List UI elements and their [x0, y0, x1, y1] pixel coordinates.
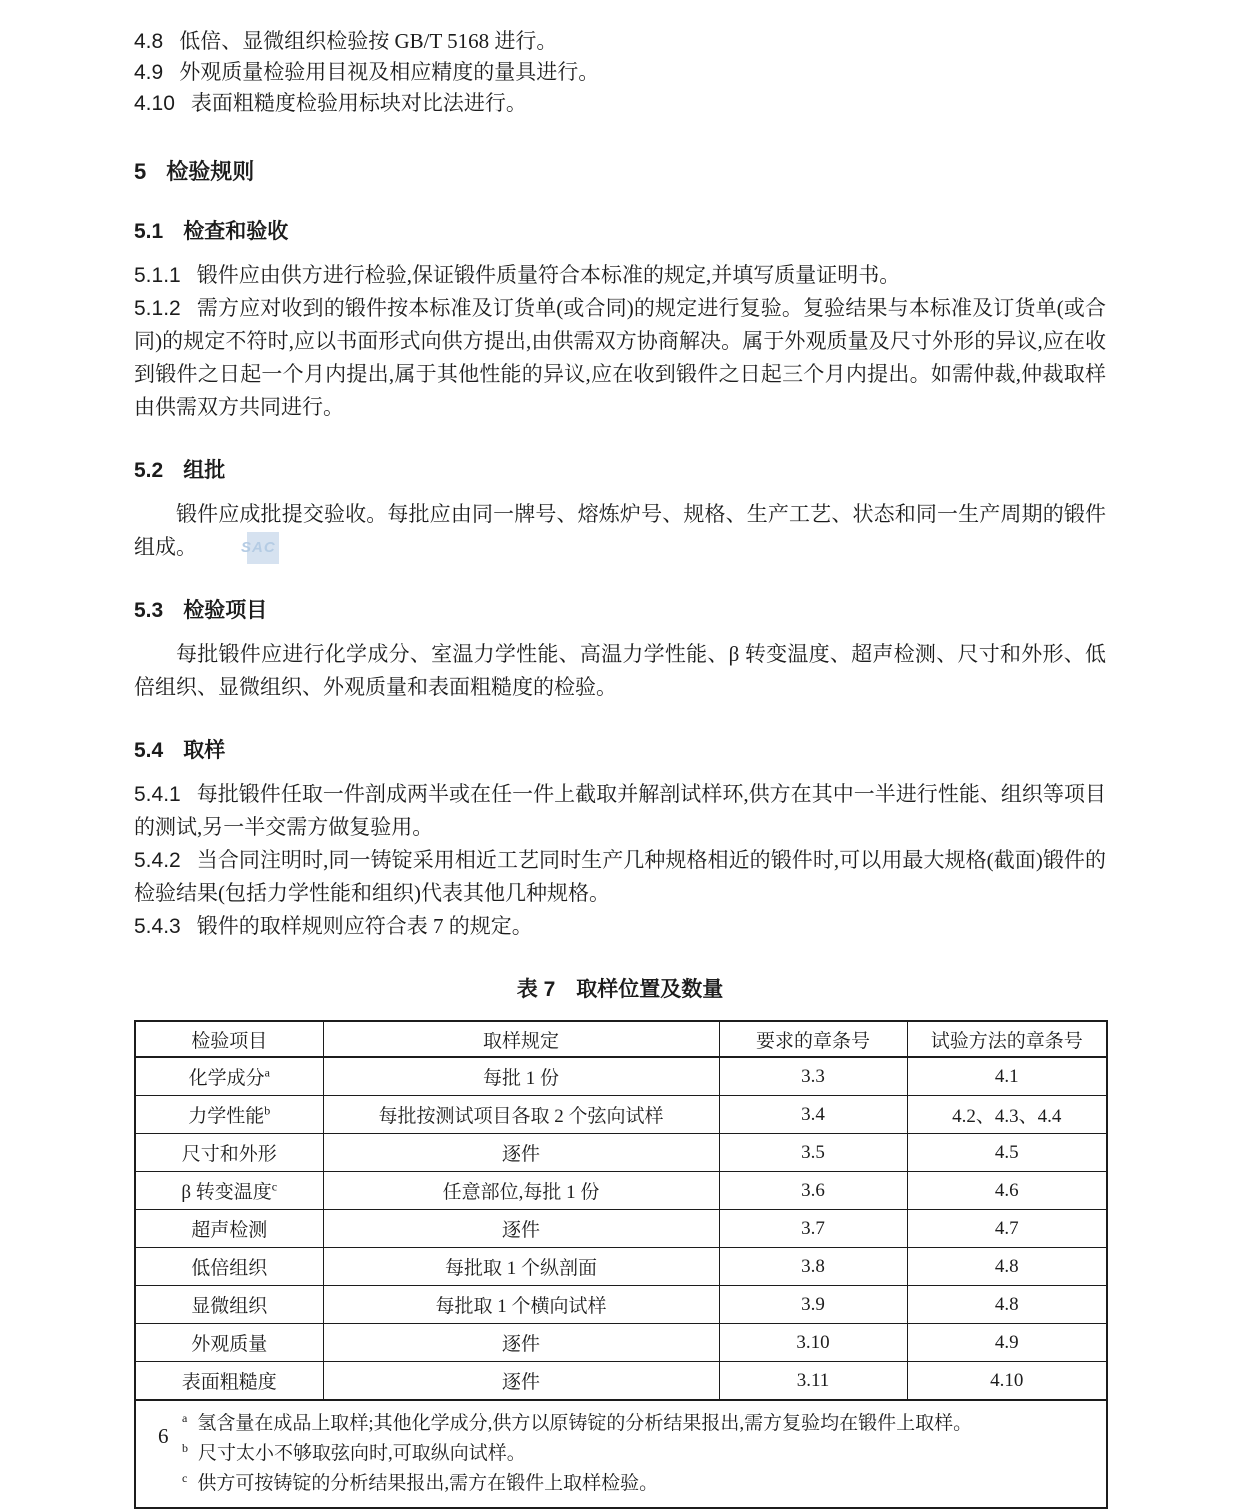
col-header-req: 要求的章条号	[719, 1021, 907, 1057]
footnote-text: 尺寸太小不够取弦向时,可取纵向试样。	[198, 1443, 526, 1464]
item-text: 低倍组织	[191, 1258, 268, 1279]
cell-req: 3.5	[719, 1134, 907, 1172]
cell-item	[135, 1286, 323, 1324]
subsection-title: 检查和验收	[183, 220, 289, 243]
subsection-title: 取样	[183, 739, 226, 762]
table-row	[135, 1248, 1107, 1286]
cell-rule: 逐件	[323, 1210, 719, 1248]
item-text: 超声检测	[191, 1220, 268, 1241]
footnote-mark: b	[182, 1440, 188, 1455]
subsection-5-2-heading	[134, 458, 1106, 483]
clause-text: 外观质量检验用目视及相应精度的量具进行。	[179, 60, 600, 84]
clause-4-8	[134, 26, 1106, 57]
subsection-number: 5.1	[134, 220, 164, 243]
clause-number: 5.1.2	[134, 297, 181, 320]
clause-text: 当合同注明时,同一铸锭采用相近工艺同时生产几种规格相近的锻件时,可以用最大规格(截面)锻件的检验结果(包括力学性能和组织)代表其他几种规格。	[134, 848, 1106, 905]
section-title: 检验规则	[166, 159, 255, 184]
section-5-heading	[134, 159, 1106, 185]
cell-req: 3.9	[719, 1286, 907, 1324]
clause-text: 每批锻件任取一件剖成两半或在任一件上截取并解剖试样环,供方在其中一半进行性能、组织等项目的测试,另一半交需方做复验用。	[134, 782, 1106, 839]
paragraph-text: 每批锻件应进行化学成分、室温力学性能、高温力学性能、β 转变温度、超声检测、尺寸和外形、低倍组织、显微组织、外观质量和表面粗糙度的检验。	[134, 642, 1106, 699]
footnote-mark: a	[182, 1410, 188, 1425]
clause-text: 低倍、显微组织检验按 GB/T 5168 进行。	[179, 29, 558, 53]
table-row	[135, 1362, 1107, 1401]
table-row	[135, 1172, 1107, 1210]
clause-text: 需方应对收到的锻件按本标准及订货单(或合同)的规定进行复验。复验结果与本标准及订货单(或合同)的规定不符时,应以书面形式向供方提出,由供需双方协商解决。属于外观质量及尺寸外形的异议,应在收到锻件之日起一个月内提出,属于其他性能的异议,应在收到锻件之日起三个月内提出。如需仲裁,仲裁取样由供需双方共同进行。	[134, 296, 1106, 419]
cell-item	[135, 1057, 323, 1096]
cell-item	[135, 1248, 323, 1286]
item-text: β 转变温度	[181, 1182, 272, 1203]
cell-item	[135, 1134, 323, 1172]
clause-text: 表面粗糙度检验用标块对比法进行。	[190, 91, 527, 115]
cell-method: 4.1	[907, 1057, 1107, 1096]
cell-method: 4.5	[907, 1134, 1107, 1172]
cell-method: 4.8	[907, 1248, 1107, 1286]
cell-req: 3.4	[719, 1096, 907, 1134]
section-number: 5	[134, 159, 147, 184]
clauses-5-4	[134, 778, 1106, 943]
cell-item	[135, 1324, 323, 1362]
clauses-5-1	[134, 259, 1106, 424]
clause-5-1-2	[134, 292, 1106, 424]
paragraph-5-3	[134, 638, 1106, 704]
cell-rule: 每批 1 份	[323, 1057, 719, 1096]
clause-number: 4.9	[134, 61, 164, 84]
cell-method: 4.6	[907, 1172, 1107, 1210]
footnote-b	[182, 1439, 1096, 1469]
subsection-5-1-heading	[134, 219, 1106, 244]
table-footnotes-cell	[135, 1400, 1107, 1508]
page-number: 6	[158, 1424, 169, 1448]
cell-rule: 每批取 1 个横向试样	[323, 1286, 719, 1324]
subsection-number: 5.3	[134, 599, 164, 622]
cell-req: 3.10	[719, 1324, 907, 1362]
cell-req: 3.7	[719, 1210, 907, 1248]
clause-text: 锻件的取样规则应符合表 7 的规定。	[196, 914, 533, 938]
clause-number: 4.10	[134, 92, 175, 115]
col-header-method: 试验方法的章条号	[907, 1021, 1107, 1057]
cell-req: 3.6	[719, 1172, 907, 1210]
clause-number: 4.8	[134, 30, 164, 53]
col-header-item: 检验项目	[135, 1021, 323, 1057]
table-footnotes-row	[135, 1400, 1107, 1508]
subsection-title: 检验项目	[183, 599, 268, 622]
cell-item	[135, 1096, 323, 1134]
footnote-ref: b	[264, 1103, 271, 1118]
footnote-text: 供方可按铸锭的分析结果报出,需方在锻件上取样检验。	[197, 1473, 659, 1494]
footnote-a	[182, 1409, 1096, 1439]
table-row	[135, 1096, 1107, 1134]
paragraph-5-2	[134, 498, 1106, 564]
subsection-number: 5.4	[134, 739, 164, 762]
cell-req: 3.11	[719, 1362, 907, 1401]
item-text: 显微组织	[191, 1296, 268, 1317]
clause-number: 5.1.1	[134, 264, 181, 287]
clause-5-4-3	[134, 910, 1106, 943]
table-row	[135, 1134, 1107, 1172]
cell-req: 3.8	[719, 1248, 907, 1286]
table-header-row	[135, 1021, 1107, 1057]
clause-number: 5.4.2	[134, 849, 181, 872]
clause-5-4-1	[134, 778, 1106, 844]
table-row	[135, 1210, 1107, 1248]
table-row	[135, 1286, 1107, 1324]
watermark-text: SAC	[241, 539, 276, 556]
sac-watermark	[241, 532, 279, 564]
footnote-mark: c	[182, 1470, 188, 1485]
table-7-caption: 表 7 取样位置及数量	[516, 978, 724, 1001]
cell-rule: 每批按测试项目各取 2 个弦向试样	[323, 1096, 719, 1134]
subsection-5-4-heading	[134, 738, 1106, 763]
item-text: 表面粗糙度	[181, 1372, 277, 1393]
cell-rule: 逐件	[323, 1362, 719, 1401]
cell-method: 4.8	[907, 1286, 1107, 1324]
clause-4-10	[134, 88, 1106, 119]
paragraph-text: 锻件应成批提交验收。每批应由同一牌号、熔炼炉号、规格、生产工艺、状态和同一生产周期的锻件组成。	[134, 502, 1106, 559]
footnote-ref: c	[271, 1179, 278, 1194]
cell-rule: 任意部位,每批 1 份	[323, 1172, 719, 1210]
subsection-title: 组批	[183, 459, 226, 482]
table-row	[135, 1324, 1107, 1362]
table-7-sampling	[134, 1020, 1108, 1509]
cell-item	[135, 1362, 323, 1401]
subsection-number: 5.2	[134, 459, 164, 482]
item-text: 尺寸和外形	[181, 1144, 277, 1165]
footnote-ref: a	[264, 1065, 270, 1080]
cell-rule: 逐件	[323, 1324, 719, 1362]
table-row	[135, 1057, 1107, 1096]
footnote-c	[182, 1469, 1096, 1499]
item-text: 外观质量	[191, 1334, 268, 1355]
item-text: 化学成分	[188, 1068, 265, 1089]
cell-item	[135, 1172, 323, 1210]
subsection-5-3-heading	[134, 598, 1106, 623]
cell-req: 3.3	[719, 1057, 907, 1096]
footnote-text: 氢含量在成品上取样;其他化学成分,供方以原铸锭的分析结果报出,需方复验均在锻件上取样。	[197, 1413, 973, 1434]
clause-number: 5.4.3	[134, 915, 181, 938]
cell-method: 4.2、4.3、4.4	[907, 1096, 1107, 1134]
clause-number: 5.4.1	[134, 783, 181, 806]
clause-4-9	[134, 57, 1106, 88]
cell-method: 4.9	[907, 1324, 1107, 1362]
clause-5-4-2	[134, 844, 1106, 910]
item-text: 力学性能	[188, 1106, 265, 1127]
clause-text: 锻件应由供方进行检验,保证锻件质量符合本标准的规定,并填写质量证明书。	[196, 263, 901, 287]
cell-rule: 每批取 1 个纵剖面	[323, 1248, 719, 1286]
clause-5-1-1	[134, 259, 1106, 292]
cell-item	[135, 1210, 323, 1248]
cell-rule: 逐件	[323, 1134, 719, 1172]
cell-method: 4.7	[907, 1210, 1107, 1248]
cell-method: 4.10	[907, 1362, 1107, 1401]
col-header-rule: 取样规定	[323, 1021, 719, 1057]
